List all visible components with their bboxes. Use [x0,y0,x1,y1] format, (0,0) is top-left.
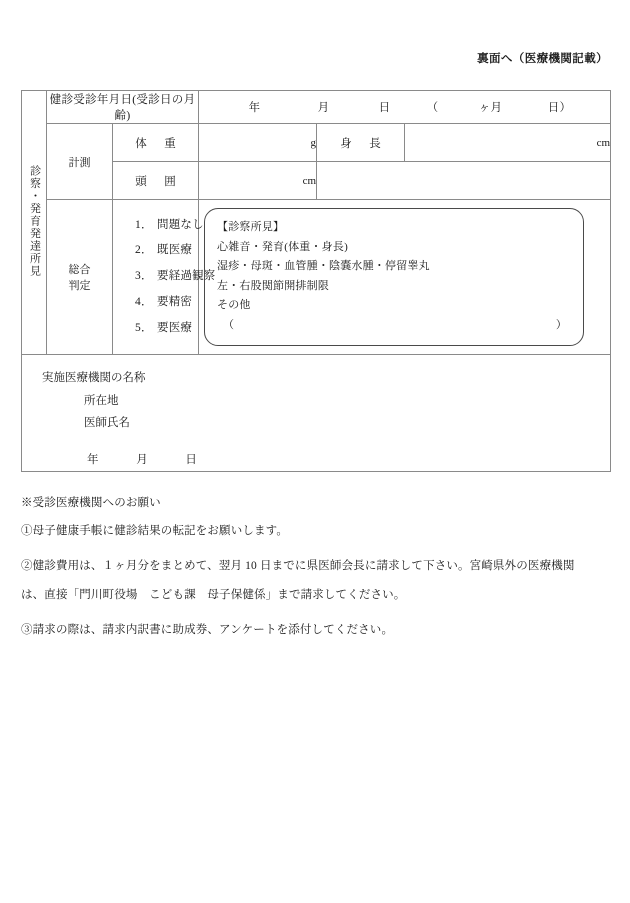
visit-date-year: 年 [248,102,261,114]
findings-line-hip-abduction[interactable]: 左・右股関節開排制限 [217,279,330,292]
institution-date-day: 日 [185,453,198,466]
measurement-section-label: 計測 [47,124,113,200]
findings-paren-close: ） [555,318,568,331]
judgement-option-1-number: 1． [135,218,153,231]
table-row-visit-date [22,91,611,124]
notes-item-2-line-2: は、直接「門川町役場 こども課 母子保健係」まで請求してください。 [21,588,406,601]
findings-box[interactable] [204,208,584,346]
table-row-institution [22,355,611,472]
findings-paren-open: （ [223,318,235,331]
visit-date-days-old: 日） [547,102,572,114]
judgement-option-3-number: 3． [135,270,153,283]
notes-item-1: ①母子健康手帳に健診結果の転記をお願いします。 [21,524,289,537]
institution-date-year: 年 [87,453,99,466]
visit-date-title: 健診受診年月日(受診日の月齢) [47,91,199,124]
judgement-options-cell [113,200,216,355]
findings-cell [199,200,611,355]
height-value-field[interactable]: cm [405,124,611,162]
visit-date-month: 月 [317,102,330,114]
institution-address-label[interactable]: 所在地 [84,394,119,407]
judgement-option-4-number: 4． [135,296,153,309]
judgement-section-label-line2: 判定 [68,280,91,293]
vertical-side-label [22,91,47,355]
findings-line-heart-growth[interactable]: 心雑音・発育(体重・身長) [217,240,348,253]
visit-date-fields [199,91,611,124]
head-circumference-blank-cell [317,162,611,200]
institution-cell [22,355,611,472]
visit-date-paren-open: （ [426,102,439,114]
judgement-section-label [47,200,113,355]
judgement-options-list [113,207,216,348]
notes-item-2-line-1: ②健診費用は、１ヶ月分をまとめて、翌月 10 日までに県医師会長に請求して下さい。宮崎県外の医療機関 [21,560,575,572]
judgement-option-4-label: 要精密 [157,296,193,309]
institution-name-label[interactable]: 実施医療機関の名称 [42,372,146,385]
judgement-option-1[interactable] [135,213,204,239]
judgement-option-3[interactable] [135,264,216,290]
visit-date-day: 日 [378,102,391,114]
page-top-note: 裏面へ（医療機関記載） [477,53,608,65]
judgement-option-1-label: 問題なし [157,218,204,231]
institution-date-month: 月 [136,453,148,466]
judgement-option-5-number: 5． [135,322,153,335]
findings-title: 【診察所見】 [217,221,285,233]
table-row-weight-height [22,124,611,162]
judgement-option-2-label: 既医療 [157,244,193,257]
institution-date-row[interactable] [22,449,610,471]
judgement-option-2[interactable] [135,238,198,264]
judgement-option-5[interactable] [135,316,198,342]
visit-date-months-old: ヶ月 [478,102,503,114]
judgement-option-2-number: 2． [135,244,153,257]
head-circumference-label: 頭 囲 [113,162,199,200]
notes-section [21,498,621,637]
notes-item-3: ③請求の際は、請求内訳書に助成券、アンケートを添付してください。 [21,624,394,636]
institution-doctor-label[interactable]: 医師氏名 [84,417,130,430]
vertical-side-label-text: 診察・発育発達所見 [28,164,41,278]
judgement-option-3-label: 要経過観察 [157,270,216,283]
medical-exam-table [21,90,611,472]
head-circumference-value-field[interactable]: cm [199,162,317,200]
notes-heading: ※受診医療機関へのお願い [21,497,161,509]
institution-block [22,355,610,471]
weight-label: 体 重 [113,124,199,162]
judgement-option-5-label: 要医療 [157,322,193,335]
table-row-judgement [22,200,611,355]
judgement-option-4[interactable] [135,290,198,316]
findings-other-input[interactable] [217,316,571,336]
findings-line-other[interactable]: その他 [217,299,251,312]
judgement-section-label-line1: 総合 [68,264,91,277]
height-label: 身 長 [317,124,405,162]
findings-line-skin-scrotum[interactable]: 湿疹・母斑・血管腫・陰嚢水腫・停留睾丸 [217,260,430,273]
weight-value-field[interactable]: g [199,124,317,162]
